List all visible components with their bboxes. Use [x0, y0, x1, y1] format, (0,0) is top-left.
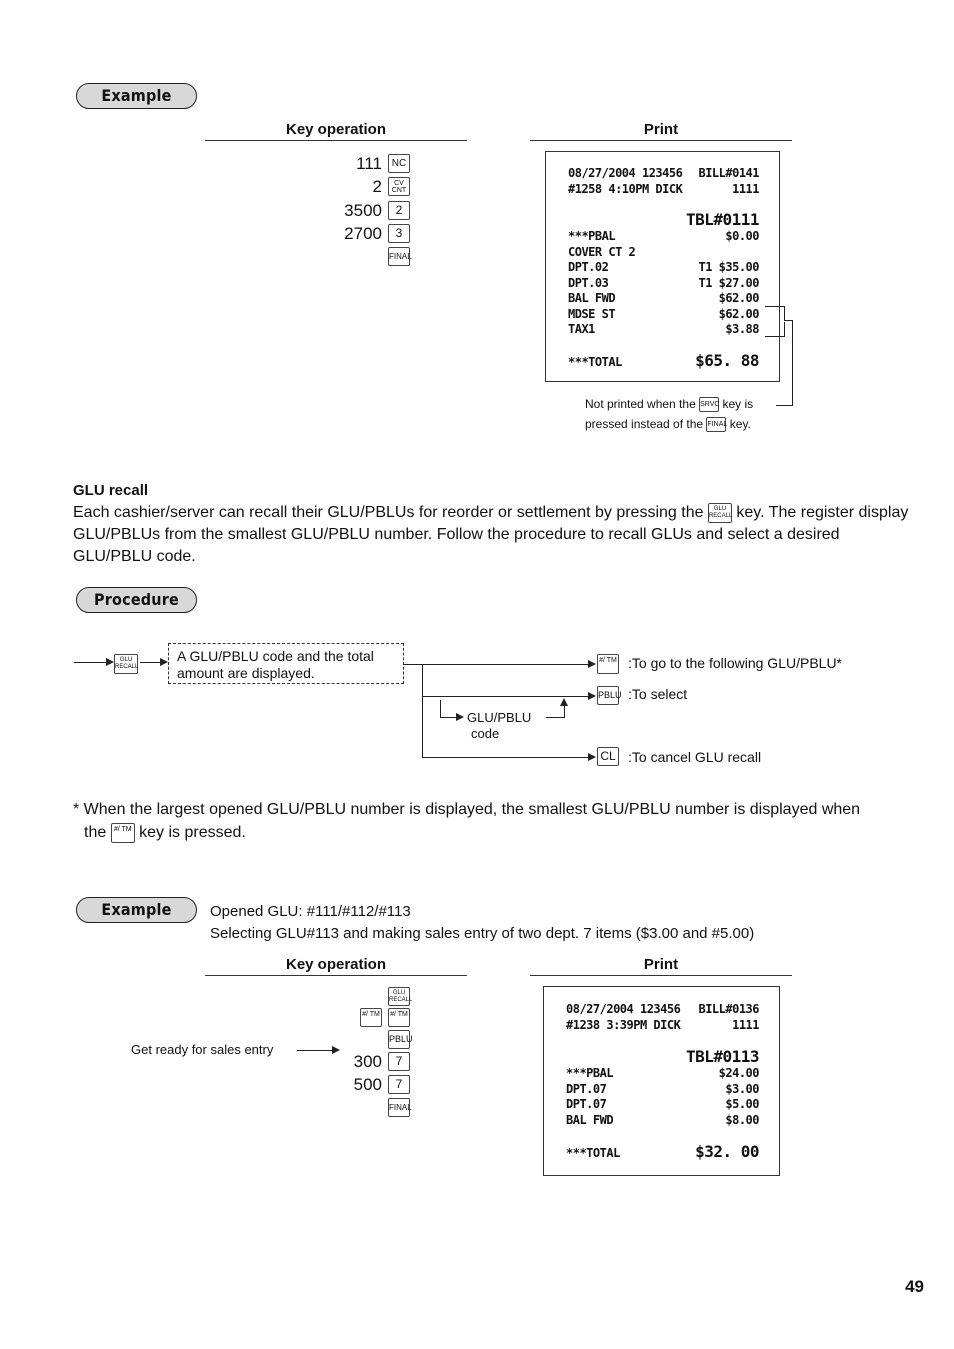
divider [205, 140, 467, 141]
paragraph-text: Each cashier/server can recall their GLU/PBLUs for reorder or settlement by pressing the [73, 504, 704, 521]
key-sequence [250, 985, 413, 1125]
display-box [168, 643, 404, 684]
example-label: Example [76, 83, 197, 109]
key-step [388, 245, 410, 268]
description-text: Selecting GLU#113 and making sales entry of two dept. 7 items ($3.00 and #5.00) [210, 925, 755, 942]
entry-number: 500 [353, 1074, 382, 1094]
receipt-clerk: 1111 [732, 182, 759, 196]
nc-key: NC [388, 154, 410, 173]
option-text: :To go to the following GLU/PBLU* [628, 655, 843, 671]
section-heading: GLU recall [73, 482, 149, 499]
receipt-line-value: $62.00 [718, 291, 759, 305]
flow-line [440, 700, 441, 718]
receipt-line-value: $3.00 [725, 1082, 759, 1096]
receipt-line-label: COVER CT 2 [568, 245, 636, 259]
key-step [388, 1096, 410, 1119]
receipt-clerk: 1111 [732, 1018, 759, 1032]
receipt-total-label: ***TOTAL [568, 355, 622, 369]
receipt-line-label: DPT.02 [568, 260, 609, 274]
receipt-table: TBL#0111 [685, 210, 759, 229]
bracket-line [792, 320, 793, 406]
entry-number: 300 [353, 1051, 382, 1071]
receipt-header: 08/27/2004 123456 [568, 166, 683, 180]
paragraph-text: key. The register display GLU/PBLUs from the smallest GLU/PBLU number. Follow the procedure to recall GLUs and select a desired GLU/PBLU code. [73, 504, 909, 565]
tm-key: #/ TM [597, 654, 619, 674]
receipt-total-label: ***TOTAL [566, 1146, 620, 1160]
receipt-line-label: DPT.07 [566, 1082, 607, 1096]
receipt-1 [545, 151, 780, 382]
glu-recall-key: GLU RECALL [708, 503, 732, 523]
key-step [354, 1073, 410, 1096]
receipt-line-value: T1 $35.00 [698, 260, 759, 274]
note-text: Not printed when the [585, 397, 696, 411]
footnote [73, 799, 913, 844]
receipt-2 [543, 986, 780, 1176]
srvc-key: SRVC [699, 397, 719, 412]
dept-key: 3 [388, 224, 410, 243]
receipt-line-value: $0.00 [725, 229, 759, 243]
key-step [360, 1006, 410, 1029]
tm-key: #/ TM [111, 823, 135, 843]
flow-line [140, 662, 162, 663]
key-operation-heading: Key operation [285, 956, 387, 973]
example-label: Example [76, 897, 197, 923]
flow-line [422, 696, 594, 697]
final-key: FINAL [388, 247, 410, 266]
arrow-icon [588, 660, 596, 668]
receipt-header: #1258 4:10PM DICK [568, 182, 683, 196]
receipt-table: TBL#0113 [685, 1047, 759, 1066]
receipt-line-label: MDSE ST [568, 307, 616, 321]
receipt-bill: BILL#0141 [698, 166, 759, 180]
key-step [388, 985, 413, 1008]
tm-key: #/ TM [388, 1008, 410, 1027]
flow-line [564, 704, 565, 718]
print-heading: Print [643, 956, 679, 973]
pblu-key: PBLU [597, 686, 619, 705]
flow-line [74, 662, 110, 663]
receipt-line-value: $62.00 [718, 307, 759, 321]
get-ready-note: Get ready for sales entry [131, 1042, 274, 1057]
note-text: key. [729, 417, 751, 431]
key-sequence [250, 152, 410, 272]
footnote-text: the [84, 824, 107, 841]
arrow-icon [160, 658, 168, 666]
description-text: Opened GLU: #111/#112/#113 [210, 903, 411, 920]
pblu-key: PBLU [388, 1030, 410, 1049]
entry-number: 2700 [344, 223, 382, 243]
key-step [344, 222, 410, 245]
footnote-text: * When the largest opened GLU/PBLU number is displayed, the smallest GLU/PBLU number is displayed when [73, 801, 861, 818]
arrow-icon [588, 692, 596, 700]
tm-key: #/ TM [360, 1008, 382, 1027]
receipt-line-label: DPT.07 [566, 1097, 607, 1111]
page-number: 49 [905, 1277, 924, 1296]
receipt-line-label: ***PBAL [568, 229, 616, 243]
key-step [373, 175, 410, 198]
key-step [354, 1050, 410, 1073]
box-text: amount are displayed. [177, 665, 315, 681]
glu-recall-key: GLU RECALL [114, 654, 138, 674]
dept-key: 2 [388, 201, 410, 220]
footnote-text: key is pressed. [139, 824, 246, 841]
receipt-line-value: $3.88 [725, 322, 759, 336]
note-text: key is [722, 397, 754, 411]
bracket-line [784, 306, 785, 320]
option-text: :To select [628, 686, 688, 702]
glu-recall-key: GLU RECALL [388, 987, 410, 1006]
option-text: :To cancel GLU recall [628, 749, 762, 765]
flow-line [404, 664, 594, 665]
final-key: FINAL [388, 1098, 410, 1117]
code-label-text: code [471, 726, 500, 741]
bracket-line [765, 336, 785, 337]
note-text: pressed instead of the [585, 417, 704, 431]
arrow-icon [588, 753, 596, 761]
example-description [210, 901, 754, 945]
glu-recall-description [73, 502, 913, 568]
receipt-bill: BILL#0136 [698, 1002, 759, 1016]
receipt-total-value: $32. 00 [695, 1142, 759, 1161]
cv-cnt-key: CV CNT [388, 177, 410, 196]
receipt-line-label: TAX1 [568, 322, 595, 336]
receipt-line-label: DPT.03 [568, 276, 609, 290]
key-step [344, 199, 410, 222]
divider [205, 975, 467, 976]
key-step [356, 152, 410, 175]
arrow-icon [106, 658, 114, 666]
flow-line [546, 717, 565, 718]
receipt-header: #1238 3:39PM DICK [566, 1018, 681, 1032]
flow-line [422, 664, 423, 758]
receipt-line-value: $24.00 [718, 1066, 759, 1080]
print-note [585, 394, 785, 434]
receipt-line-value: $8.00 [725, 1113, 759, 1127]
receipt-line-value: $5.00 [725, 1097, 759, 1111]
receipt-header: 08/27/2004 123456 [566, 1002, 681, 1016]
entry-number: 111 [356, 153, 382, 173]
divider [530, 975, 792, 976]
arrow-icon [456, 713, 464, 721]
final-key: FINAL [706, 417, 726, 432]
entry-number: 3500 [344, 200, 382, 220]
cl-key: CL [597, 747, 619, 766]
receipt-line-label: ***PBAL [566, 1066, 614, 1080]
receipt-total-value: $65. 88 [695, 351, 759, 370]
key-operation-heading: Key operation [285, 121, 387, 138]
print-heading: Print [643, 121, 679, 138]
code-label-text: GLU/PBLU [467, 710, 532, 725]
receipt-line-value: T1 $27.00 [698, 276, 759, 290]
bracket-line [784, 322, 785, 336]
divider [530, 140, 792, 141]
entry-number: 2 [372, 176, 382, 196]
key-step [388, 1028, 413, 1051]
dept-key: 7 [388, 1052, 410, 1071]
receipt-line-label: BAL FWD [568, 291, 616, 305]
box-text: A GLU/PBLU code and the total [177, 648, 374, 664]
procedure-label: Procedure [76, 587, 197, 613]
dept-key: 7 [388, 1075, 410, 1094]
code-label [467, 710, 531, 742]
arrow-icon [560, 698, 568, 706]
bracket-line [765, 306, 785, 307]
receipt-line-label: BAL FWD [566, 1113, 614, 1127]
flow-line [422, 757, 594, 758]
